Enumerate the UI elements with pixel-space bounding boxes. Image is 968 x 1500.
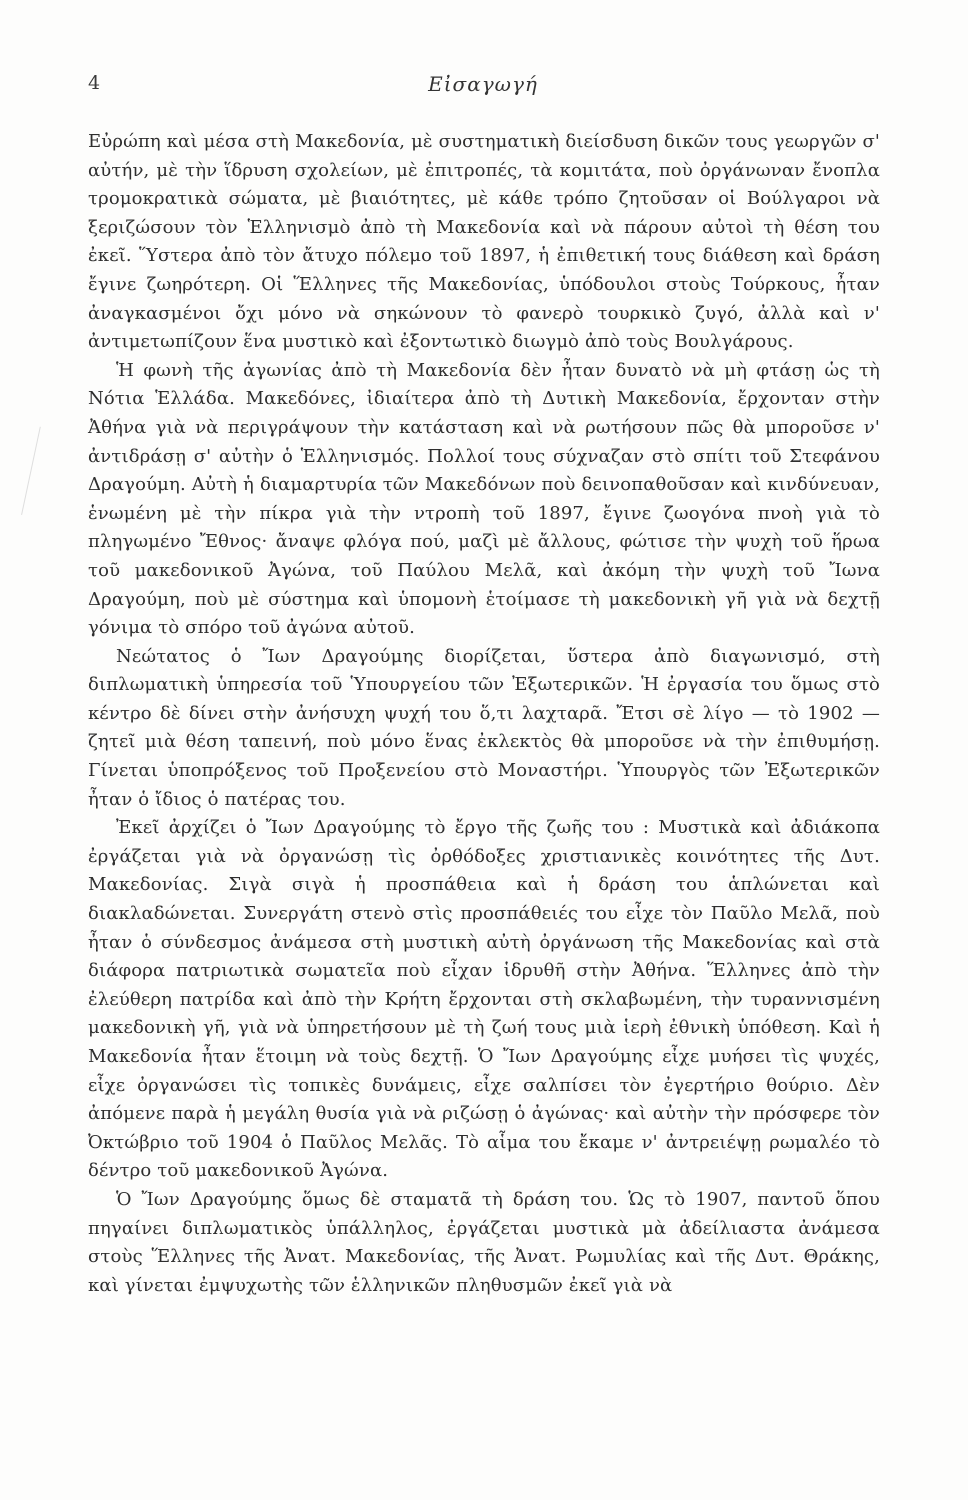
- page-number: 4: [88, 72, 101, 94]
- paragraph-2: Ἡ φωνὴ τῆς ἀγωνίας ἀπὸ τὴ Μακεδονία δὲν ἦταν δυνατὸ νὰ μὴ φτάσῃ ὡς τὴ Νότια Ἑλλάδα. Μακεδόνες, ἰδιαίτερα ἀπὸ τὴ Δυτικὴ Μακεδονία, ἔρχονταν στὴν Ἀθήνα γιὰ νὰ περιγράψουν τὴν κατάσταση καὶ νὰ ρωτήσουν πῶς θὰ μποροῦσε ν' ἀντιδράσῃ σ' αὐτὴν ὁ Ἑλληνισμός. Πολλοί τους σύχναζαν στὸ σπίτι τοῦ Στεφάνου Δραγούμη. Αὐτὴ ἡ διαμαρτυρία τῶν Μακεδόνων ποὺ δεινοπαθοῦσαν καὶ κινδύνευαν, ἑνωμένη μὲ τὴν πίκρα γιὰ τὴν ντροπὴ τοῦ 1897, ἔγινε ζωογόνα πνοὴ γιὰ τὸ πληγωμένο Ἔθνος· ἄναψε φλόγα πού, μαζὶ μὲ ἄλλους, φώτισε τὴν ψυχὴ τοῦ ἥρωα τοῦ μακεδονικοῦ Ἀγώνα, τοῦ Παύλου Μελᾶ, καὶ ἀκόμη τὴν ψυχὴ τοῦ Ἴωνα Δραγούμη, ποὺ μὲ σύστημα καὶ ὑπομονὴ ἑτοίμασε τὴ μακεδονικὴ γῆ γιὰ νὰ δεχτῇ γόνιμα τὸ σπόρο τοῦ ἀγώνα αὐτοῦ.: [88, 359, 880, 639]
- page-header: [88, 72, 878, 102]
- paragraph-3: Νεώτατος ὁ Ἴων Δραγούμης διορίζεται, ὕστερα ἀπὸ διαγωνισμό, στὴ διπλωματικὴ ὑπηρεσία τοῦ Ὑπουργείου τῶν Ἐξωτερικῶν. Ἡ ἐργασία του ὅμως στὸ κέντρο δὲ δίνει στὴν ἀνήσυχη ψυχή του ὅ,τι λαχταρᾶ. Ἔτσι σὲ λίγο — τὸ 1902 — ζητεῖ μιὰ θέση ταπεινή, ποὺ μόνο ἕνας ἐκλεκτὸς θὰ μποροῦσε νὰ τὴν ἐπιθυμήσῃ. Γίνεται ὑποπρόξενος τοῦ Προξενείου στὸ Μοναστήρι. Ὑπουργὸς τῶν Ἐξωτερικῶν ἦταν ὁ ἴδιος ὁ πατέρας του.: [88, 645, 880, 810]
- running-title: Εἰσαγωγή: [428, 72, 538, 96]
- body-text: [88, 128, 880, 1300]
- paragraph-4: Ἐκεῖ ἀρχίζει ὁ Ἴων Δραγούμης τὸ ἔργο τῆς ζωῆς του : Μυστικὰ καὶ ἀδιάκοπα ἐργάζεται γιὰ νὰ ὀργανώσῃ τὶς ὀρθόδοξες χριστιανικὲς κοινότητες τῆς Δυτ. Μακεδονίας. Σιγὰ σιγὰ ἡ προσπάθεια καὶ ἡ δράση του ἁπλώνεται καὶ διακλαδώνεται. Συνεργάτη στενὸ στὶς προσπάθειές του εἶχε τὸν Παῦλο Μελᾶ, ποὺ ἦταν ὁ σύνδεσμος ἀνάμεσα στὴ μυστικὴ αὐτὴ ὀργάνωση τῆς Μακεδονίας καὶ στὰ διάφορα πατριωτικὰ σωματεῖα ποὺ εἶχαν ἱδρυθῆ στὴν Ἀθήνα. Ἕλληνες ἀπὸ τὴν ἐλεύθερη πατρίδα καὶ ἀπὸ τὴν Κρήτη ἔρχονται στὴ σκλαβωμένη, τὴν τυραννισμένη μακεδονικὴ γῆ, γιὰ νὰ ὑπηρετήσουν μὲ τὴ ζωή τους μιὰ ἱερὴ ἐθνικὴ ὑπόθεση. Καὶ ἡ Μακεδονία ἦταν ἕτοιμη νὰ τοὺς δεχτῇ. Ὁ Ἴων Δραγούμης εἶχε μυήσει τὶς ψυχές, εἶχε ὀργανώσει τὶς τοπικὲς δυνάμεις, εἶχε σαλπίσει τὸν ἐγερτήριο θούριο. Δὲν ἀπόμενε παρὰ ἡ μεγάλη θυσία γιὰ νὰ ριζώσῃ ὁ ἀγώνας· καὶ αὐτὴν τὴν πρόσφερε τὸν Ὀκτώβριο τοῦ 1904 ὁ Παῦλος Μελᾶς. Τὸ αἷμα του ἔκαμε ν' ἀντρειέψῃ ρωμαλέο τὸ δέντρο τοῦ μακεδονικοῦ Ἀγώνα.: [88, 817, 880, 1182]
- paragraph-1: Εὐρώπη καὶ μέσα στὴ Μακεδονία, μὲ συστηματικὴ διείσδυση δικῶν τους γεωργῶν σ' αὐτήν, μὲ τὴν ἵδρυση σχολείων, μὲ ἐπιτροπές, τὰ κομιτάτα, ποὺ ὀργάνωναν ἔνοπλα τρομοκρατικὰ σώματα, μὲ βιαιότητες, μὲ κάθε τρόπο ζητοῦσαν οἱ Βούλγαροι νὰ ξεριζώσουν τὸν Ἑλληνισμὸ ἀπὸ τὴ Μακεδονία καὶ νὰ πάρουν αὐτοὶ τὴ θέση του ἐκεῖ. Ὕστερα ἀπὸ τὸν ἄτυχο πόλεμο τοῦ 1897, ἡ ἐπιθετική τους διάθεση καὶ δράση ἔγινε ζωηρότερη. Οἱ Ἕλληνες τῆς Μακεδονίας, ὑπόδουλοι στοὺς Τούρκους, ἦταν ἀναγκασμένοι ὄχι μόνο νὰ σηκώνουν τὸ φανερὸ τουρκικὸ ζυγό, ἀλλὰ καὶ ν' ἀντιμετωπίζουν ἕνα μυστικὸ καὶ ἐξοντωτικὸ διωγμὸ ἀπὸ τοὺς Βουλγάρους.: [88, 131, 880, 353]
- paragraph-5: Ὁ Ἴων Δραγούμης ὅμως δὲ σταματᾶ τὴ δράση του. Ὡς τὸ 1907, παντοῦ ὅπου πηγαίνει διπλωματικὸς ὑπάλληλος, ἐργάζεται μυστικὰ μὰ ἀδείλιαστα ἀνάμεσα στοὺς Ἕλληνες τῆς Ἀνατ. Μακεδονίας, τῆς Ἀνατ. Ρωμυλίας καὶ τῆς Δυτ. Θράκης, καὶ γίνεται ἐμψυχωτὴς τῶν ἑλληνικῶν πληθυσμῶν ἐκεῖ γιὰ νὰ: [88, 1188, 880, 1296]
- margin-pencil-mark: [21, 427, 80, 524]
